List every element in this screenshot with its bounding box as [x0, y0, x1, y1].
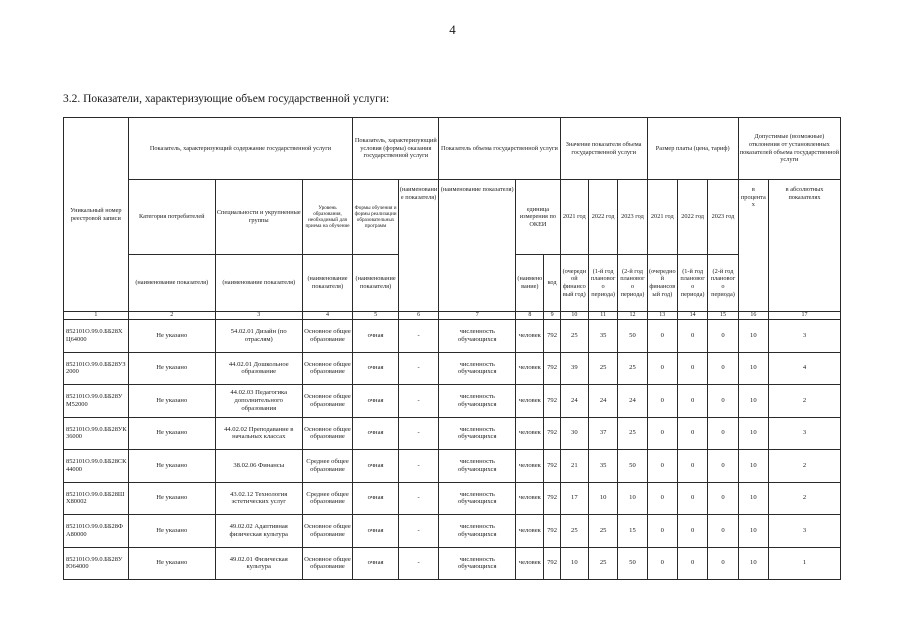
- fee-2022-cell: 0: [677, 450, 707, 483]
- value-2023-cell: 15: [618, 515, 647, 548]
- table-body: [64, 320, 841, 580]
- value-2022-cell: 10: [588, 482, 617, 515]
- unnamed-value-cell: -: [398, 547, 438, 580]
- column-number: 15: [708, 312, 738, 320]
- header-registry: Уникальный номер реестровой записи: [64, 118, 129, 312]
- header-fee-2022: 2022 год: [677, 180, 707, 255]
- fee-2022-cell: 0: [677, 547, 707, 580]
- value-2021-cell: 17: [560, 482, 588, 515]
- consumer-category-cell: Не указано: [128, 385, 215, 418]
- deviation-absolute-cell: 3: [769, 417, 841, 450]
- specialty-cell: 49.02.02 Адаптивная физическая культура: [215, 515, 302, 548]
- column-number: 4: [302, 312, 353, 320]
- unit-name-cell: человек: [516, 385, 544, 418]
- value-2021-cell: 24: [560, 385, 588, 418]
- deviation-absolute-cell: 2: [769, 385, 841, 418]
- value-2023-cell: 10: [618, 482, 647, 515]
- header-year-2023: 2023 год: [618, 180, 647, 255]
- registry-code-cell: 852101О.99.0.ББ28УЮ64000: [64, 547, 129, 580]
- table-row: [64, 482, 841, 515]
- fee-2022-cell: 0: [677, 515, 707, 548]
- header-conditions-group: Показатель, характеризующий условия (формы) оказания государственной услуги: [353, 118, 439, 180]
- indicator-name-cell: численность обучающихся: [439, 450, 516, 483]
- header-fee-2021: 2021 год: [647, 180, 677, 255]
- education-level-cell: Основное общее образование: [302, 547, 353, 580]
- unit-code-cell: 792: [544, 352, 560, 385]
- table-row: [64, 320, 841, 353]
- header-indicator-name: (наименование показателя): [439, 180, 516, 312]
- column-number: 3: [215, 312, 302, 320]
- value-2023-cell: 50: [618, 320, 647, 353]
- education-level-cell: Основное общее образование: [302, 515, 353, 548]
- deviation-percent-cell: 10: [738, 385, 768, 418]
- fee-2022-cell: 0: [677, 320, 707, 353]
- column-number: 14: [677, 312, 707, 320]
- indicator-name-cell: численность обучающихся: [439, 482, 516, 515]
- column-number: 8: [516, 312, 544, 320]
- value-2023-cell: 25: [618, 417, 647, 450]
- fee-2022-cell: 0: [677, 417, 707, 450]
- table-row: [64, 417, 841, 450]
- value-2022-cell: 25: [588, 547, 617, 580]
- specialty-cell: 44.02.01 Дошкольное образование: [215, 352, 302, 385]
- header-unit-group: единица измерения по ОКЕИ: [516, 180, 560, 255]
- column-number: 1: [64, 312, 129, 320]
- indicator-name-cell: численность обучающихся: [439, 547, 516, 580]
- fee-2021-cell: 0: [647, 417, 677, 450]
- fee-2021-cell: 0: [647, 482, 677, 515]
- column-number: 11: [588, 312, 617, 320]
- deviation-percent-cell: 10: [738, 547, 768, 580]
- education-form-cell: очная: [353, 515, 399, 548]
- consumer-category-cell: Не указано: [128, 352, 215, 385]
- header-sub-name-2: (наименование показателя): [215, 255, 302, 312]
- unit-code-cell: 792: [544, 417, 560, 450]
- indicator-name-cell: численность обучающихся: [439, 320, 516, 353]
- header-fee-2023: 2023 год: [708, 180, 738, 255]
- column-number: 9: [544, 312, 560, 320]
- unit-name-cell: человек: [516, 547, 544, 580]
- consumer-category-cell: Не указано: [128, 515, 215, 548]
- header-in-percent: в процентах: [738, 180, 768, 312]
- fee-2023-cell: 0: [708, 482, 738, 515]
- education-form-cell: очная: [353, 352, 399, 385]
- section-title: 3.2. Показатели, характеризующие объем государственной услуги:: [63, 93, 390, 105]
- indicator-name-cell: численность обучающихся: [439, 385, 516, 418]
- education-level-cell: Основное общее образование: [302, 385, 353, 418]
- consumer-category-cell: Не указано: [128, 482, 215, 515]
- header-unit-code: код: [544, 255, 560, 312]
- header-in-absolute: в абсолютных показателях: [769, 180, 841, 312]
- education-level-cell: Среднее общее образование: [302, 482, 353, 515]
- specialty-cell: 44.02.02 Преподавание в начальных классах: [215, 417, 302, 450]
- education-level-cell: Основное общее образование: [302, 320, 353, 353]
- value-2022-cell: 35: [588, 450, 617, 483]
- education-form-cell: очная: [353, 450, 399, 483]
- registry-code-cell: 852101О.99.0.ББ28СК44000: [64, 450, 129, 483]
- value-2021-cell: 25: [560, 515, 588, 548]
- education-level-cell: Среднее общее образование: [302, 450, 353, 483]
- registry-code-cell: 852101О.99.0.ББ28УМ52000: [64, 385, 129, 418]
- header-year-2022: 2022 год: [588, 180, 617, 255]
- fee-2021-cell: 0: [647, 547, 677, 580]
- specialty-cell: 38.02.06 Финансы: [215, 450, 302, 483]
- fee-2023-cell: 0: [708, 450, 738, 483]
- education-form-cell: очная: [353, 482, 399, 515]
- deviation-absolute-cell: 1: [769, 547, 841, 580]
- fee-2022-cell: 0: [677, 482, 707, 515]
- header-specialty: Специальности и укрупненные группы: [215, 180, 302, 255]
- header-fee-plan-year-2: (2-й год планового периода): [708, 255, 738, 312]
- unnamed-value-cell: -: [398, 515, 438, 548]
- table-row: [64, 385, 841, 418]
- consumer-category-cell: Не указано: [128, 417, 215, 450]
- value-2022-cell: 25: [588, 515, 617, 548]
- deviation-percent-cell: 10: [738, 515, 768, 548]
- unit-code-cell: 792: [544, 320, 560, 353]
- fee-2023-cell: 0: [708, 320, 738, 353]
- unnamed-value-cell: -: [398, 417, 438, 450]
- value-2022-cell: 24: [588, 385, 617, 418]
- registry-code-cell: 852101О.99.0.ББ28УК36000: [64, 417, 129, 450]
- deviation-percent-cell: 10: [738, 482, 768, 515]
- specialty-cell: 44.02.03 Педагогика дополнительного образования: [215, 385, 302, 418]
- fee-2022-cell: 0: [677, 352, 707, 385]
- registry-code-cell: 852101О.99.0.ББ28ФА80000: [64, 515, 129, 548]
- column-number: 2: [128, 312, 215, 320]
- value-2021-cell: 39: [560, 352, 588, 385]
- deviation-absolute-cell: 3: [769, 320, 841, 353]
- column-number: 13: [647, 312, 677, 320]
- fee-2021-cell: 0: [647, 515, 677, 548]
- fee-2023-cell: 0: [708, 352, 738, 385]
- fee-2023-cell: 0: [708, 515, 738, 548]
- page-number: 4: [449, 22, 456, 37]
- indicator-name-cell: численность обучающихся: [439, 352, 516, 385]
- header-sub-name-4: (наименование показателя): [353, 255, 399, 312]
- registry-code-cell: 852101О.99.0.ББ28ХЦ64000: [64, 320, 129, 353]
- education-form-cell: очная: [353, 385, 399, 418]
- unit-name-cell: человек: [516, 352, 544, 385]
- header-content-group: Показатель, характеризующий содержание государственной услуги: [128, 118, 353, 180]
- deviation-absolute-cell: 4: [769, 352, 841, 385]
- fee-2021-cell: 0: [647, 385, 677, 418]
- fee-2022-cell: 0: [677, 385, 707, 418]
- deviation-percent-cell: 10: [738, 450, 768, 483]
- header-education-level: Уровень образования, необходимый для приема на обучение: [302, 180, 353, 255]
- education-level-cell: Основное общее образование: [302, 352, 353, 385]
- unnamed-value-cell: -: [398, 450, 438, 483]
- specialty-cell: 49.02.01 Физическая культура: [215, 547, 302, 580]
- indicator-name-cell: численность обучающихся: [439, 417, 516, 450]
- unit-code-cell: 792: [544, 450, 560, 483]
- header-fee-plan-year-1: (1-й год планового периода): [677, 255, 707, 312]
- table-row: [64, 515, 841, 548]
- deviation-percent-cell: 10: [738, 352, 768, 385]
- unit-code-cell: 792: [544, 385, 560, 418]
- registry-code-cell: 852101О.99.0.ББ28ШХ80002: [64, 482, 129, 515]
- value-2022-cell: 35: [588, 320, 617, 353]
- unit-code-cell: 792: [544, 547, 560, 580]
- header-unit-name: (наименование): [516, 255, 544, 312]
- education-form-cell: очная: [353, 417, 399, 450]
- value-2021-cell: 21: [560, 450, 588, 483]
- unit-name-cell: человек: [516, 417, 544, 450]
- column-number: 17: [769, 312, 841, 320]
- unnamed-value-cell: -: [398, 320, 438, 353]
- unit-code-cell: 792: [544, 482, 560, 515]
- unit-name-cell: человек: [516, 450, 544, 483]
- header-education-forms: Формы обучения и формы реализации образовательных программ: [353, 180, 399, 255]
- value-2021-cell: 25: [560, 320, 588, 353]
- header-consumer-category: Категория потребителей: [128, 180, 215, 255]
- fee-2021-cell: 0: [647, 320, 677, 353]
- header-unnamed: (наименование показателя): [398, 180, 438, 312]
- column-number: 10: [560, 312, 588, 320]
- fee-2023-cell: 0: [708, 417, 738, 450]
- column-number: 5: [353, 312, 399, 320]
- deviation-absolute-cell: 2: [769, 482, 841, 515]
- table-row: [64, 547, 841, 580]
- column-number: 16: [738, 312, 768, 320]
- specialty-cell: 54.02.01 Дизайн (по отраслям): [215, 320, 302, 353]
- consumer-category-cell: Не указано: [128, 547, 215, 580]
- header-fee-group: Размер платы (цена, тариф): [647, 118, 738, 180]
- header-current-year: (очередной финансовый год): [560, 255, 588, 312]
- education-level-cell: Основное общее образование: [302, 417, 353, 450]
- deviation-absolute-cell: 3: [769, 515, 841, 548]
- value-2022-cell: 37: [588, 417, 617, 450]
- header-fee-current-year: (очередной финансовый год): [647, 255, 677, 312]
- registry-code-cell: 852101О.99.0.ББ28УЗ2000: [64, 352, 129, 385]
- header-volume-group: Показатель объема государственной услуги: [439, 118, 560, 180]
- deviation-percent-cell: 10: [738, 320, 768, 353]
- value-2023-cell: 25: [618, 352, 647, 385]
- unit-name-cell: человек: [516, 320, 544, 353]
- column-number: 12: [618, 312, 647, 320]
- indicator-name-cell: численность обучающихся: [439, 515, 516, 548]
- value-2023-cell: 24: [618, 385, 647, 418]
- unnamed-value-cell: -: [398, 385, 438, 418]
- unit-code-cell: 792: [544, 515, 560, 548]
- value-2023-cell: 50: [618, 547, 647, 580]
- value-2021-cell: 30: [560, 417, 588, 450]
- value-2023-cell: 50: [618, 450, 647, 483]
- column-number: 6: [398, 312, 438, 320]
- fee-2023-cell: 0: [708, 385, 738, 418]
- table-row: [64, 352, 841, 385]
- consumer-category-cell: Не указано: [128, 450, 215, 483]
- unit-name-cell: человек: [516, 482, 544, 515]
- value-2021-cell: 10: [560, 547, 588, 580]
- fee-2021-cell: 0: [647, 352, 677, 385]
- unit-name-cell: человек: [516, 515, 544, 548]
- column-number: 7: [439, 312, 516, 320]
- education-form-cell: очная: [353, 320, 399, 353]
- header-deviation-group: Допустимые (возможные) отклонения от установленных показателей объема государственной услуги: [738, 118, 840, 180]
- header-sub-name-1: (наименование показателя): [128, 255, 215, 312]
- deviation-absolute-cell: 2: [769, 450, 841, 483]
- specialty-cell: 43.02.12 Технология эстетических услуг: [215, 482, 302, 515]
- consumer-category-cell: Не указано: [128, 320, 215, 353]
- column-numbers-row: [64, 312, 841, 320]
- header-sub-name-3: (наименование показателя): [302, 255, 353, 312]
- table-row: [64, 450, 841, 483]
- education-form-cell: очная: [353, 547, 399, 580]
- unnamed-value-cell: -: [398, 482, 438, 515]
- volume-indicators-table: [63, 117, 841, 580]
- header-plan-year-2: (2-й год планового периода): [618, 255, 647, 312]
- unnamed-value-cell: -: [398, 352, 438, 385]
- header-year-2021: 2021 год: [560, 180, 588, 255]
- header-value-group: Значение показателя объема государственной услуги: [560, 118, 647, 180]
- header-plan-year-1: (1-й год планового периода): [588, 255, 617, 312]
- deviation-percent-cell: 10: [738, 417, 768, 450]
- fee-2023-cell: 0: [708, 547, 738, 580]
- value-2022-cell: 25: [588, 352, 617, 385]
- fee-2021-cell: 0: [647, 450, 677, 483]
